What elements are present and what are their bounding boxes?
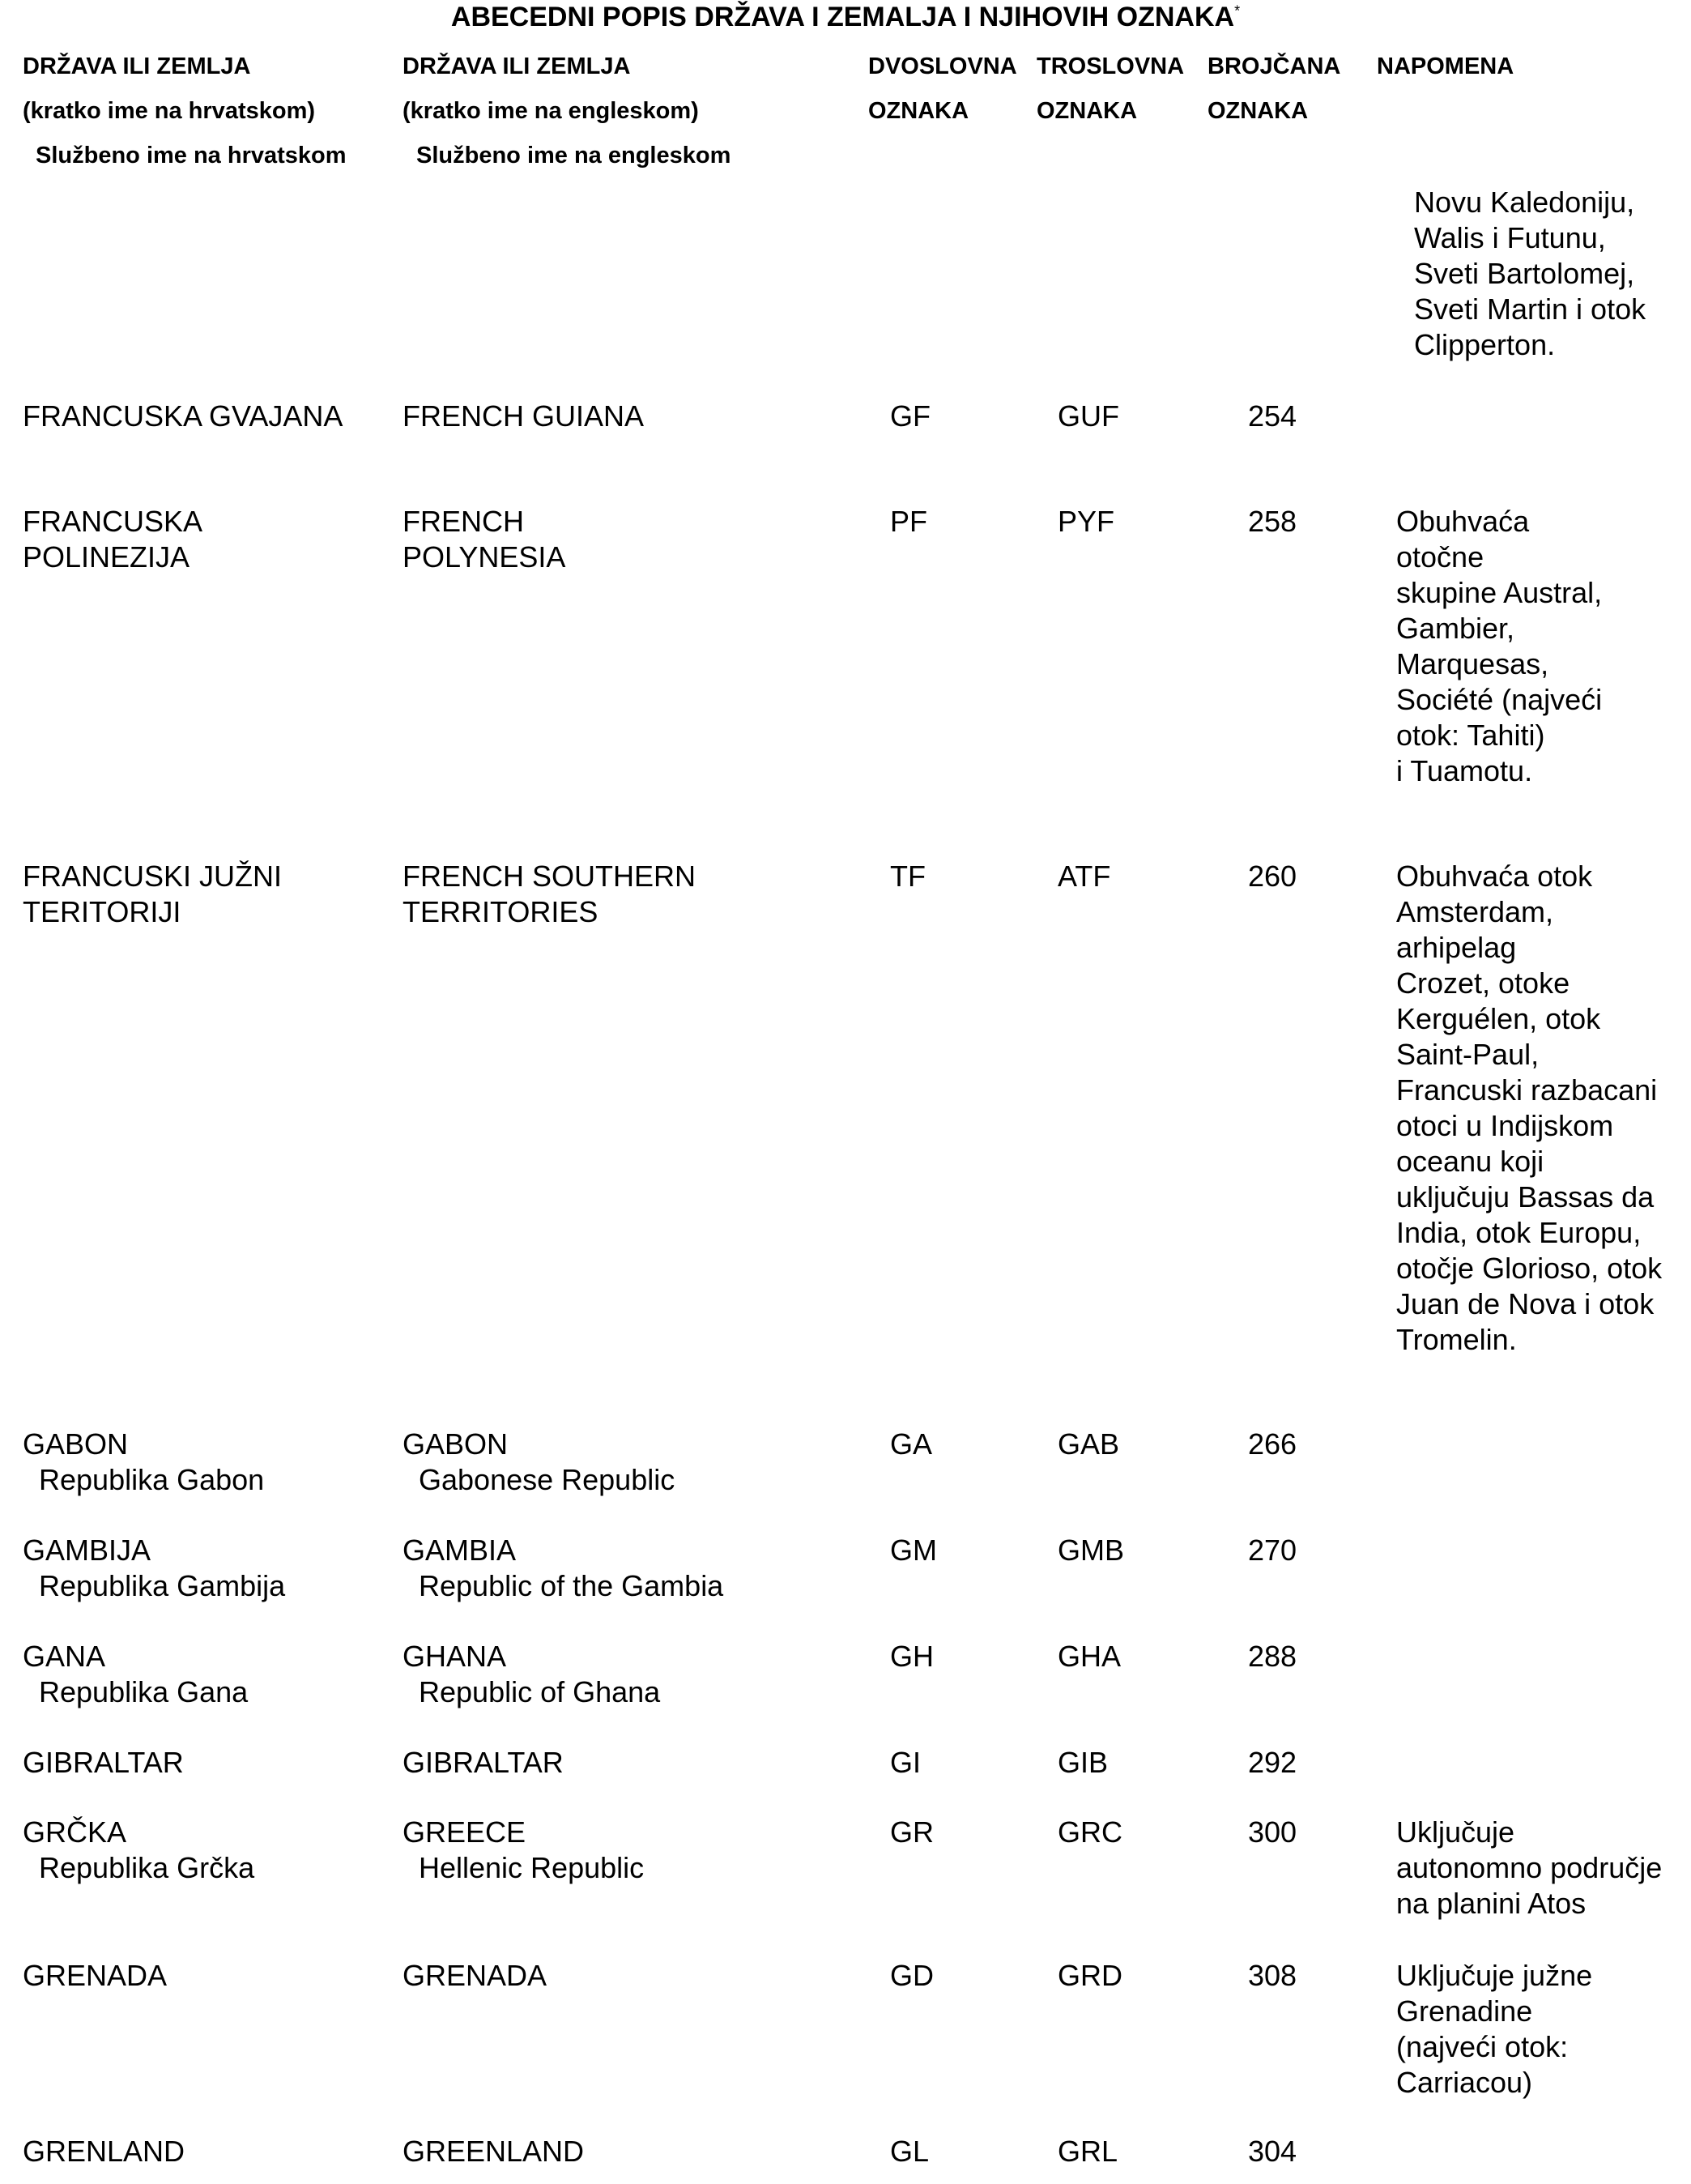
short-name-hr: GANA bbox=[23, 1640, 106, 1673]
title-text: ABECEDNI POPIS DRŽAVA I ZEMALJA I NJIHOVIH OZNAKA bbox=[450, 2, 1235, 32]
alpha2-code: PF bbox=[890, 505, 928, 538]
header-col5-line2: OZNAKA bbox=[1208, 98, 1309, 124]
header-col2-line1: DRŽAVA ILI ZEMLJA bbox=[403, 53, 631, 79]
numeric-code: 292 bbox=[1248, 1746, 1297, 1779]
alpha3-code: GRD bbox=[1058, 1959, 1122, 1992]
note: Uključuje južne Grenadine (najveći otok: Carriacou) bbox=[1396, 1959, 1593, 2099]
numeric-code: 266 bbox=[1248, 1427, 1297, 1461]
note: Uključuje autonomno područje na planini Atos bbox=[1396, 1815, 1663, 1920]
official-name-hr: Republika Grčka bbox=[39, 1851, 255, 1884]
country-name-en bbox=[403, 859, 696, 930]
country-name-en bbox=[403, 504, 565, 575]
country-name-en bbox=[403, 1958, 547, 1994]
country-name-hr bbox=[23, 1533, 285, 1604]
alpha2-code: GL bbox=[890, 2135, 930, 2168]
document-title bbox=[0, 2, 1691, 33]
header-col4-line2: OZNAKA bbox=[1037, 98, 1138, 124]
header-col4-line1: TROSLOVNA bbox=[1037, 53, 1185, 79]
official-name-hr: Republika Gabon bbox=[39, 1463, 265, 1496]
short-name-en: FRENCH POLYNESIA bbox=[403, 505, 566, 574]
country-name-en bbox=[403, 1427, 675, 1498]
header-col1-line3: Službeno ime na hrvatskom bbox=[36, 143, 347, 168]
header-col3-line2: OZNAKA bbox=[868, 98, 969, 124]
numeric-code: 260 bbox=[1248, 860, 1297, 893]
alpha3-code: GHA bbox=[1058, 1640, 1122, 1673]
country-name-hr bbox=[23, 504, 202, 575]
country-name-hr bbox=[23, 859, 282, 930]
header-col2-line3: Službeno ime na engleskom bbox=[416, 143, 731, 168]
numeric-code: 254 bbox=[1248, 399, 1297, 433]
alpha2-code: GD bbox=[890, 1959, 934, 1992]
alpha3-code: GMB bbox=[1058, 1533, 1125, 1567]
alpha2-code: GH bbox=[890, 1640, 934, 1673]
continued-note: Novu Kaledoniju, Walis i Futunu, Sveti Bartolomej, Sveti Martin i otok Clipperton. bbox=[1414, 186, 1646, 361]
numeric-code: 300 bbox=[1248, 1815, 1297, 1849]
alpha3-code: ATF bbox=[1058, 860, 1111, 893]
short-name-en: FRENCH SOUTHERN TERRITORIES bbox=[403, 860, 696, 928]
alpha3-code: GRL bbox=[1058, 2135, 1118, 2168]
country-name-en bbox=[403, 1639, 660, 1710]
short-name-en: GREECE bbox=[403, 1815, 526, 1849]
numeric-code: 270 bbox=[1248, 1533, 1297, 1567]
alpha3-code: GIB bbox=[1058, 1746, 1109, 1779]
short-name-en: GRENADA bbox=[403, 1959, 547, 1992]
alpha2-code: GA bbox=[890, 1427, 933, 1461]
short-name-en: GAMBIA bbox=[403, 1533, 517, 1567]
country-name-hr bbox=[23, 1639, 248, 1710]
header-col5-line1: BROJČANA bbox=[1208, 53, 1341, 79]
country-name-en bbox=[403, 1745, 564, 1781]
country-name-hr bbox=[23, 1958, 167, 1994]
alpha3-code: GRC bbox=[1058, 1815, 1122, 1849]
alpha2-code: GM bbox=[890, 1533, 937, 1567]
numeric-code: 308 bbox=[1248, 1959, 1297, 1992]
alpha2-code: TF bbox=[890, 860, 926, 893]
note: Obuhvaća otočne skupine Austral, Gambier, Marquesas, Société (najveći otok: Tahiti) i Tuamotu. bbox=[1396, 505, 1603, 787]
country-name-hr bbox=[23, 1745, 184, 1781]
alpha2-code: GF bbox=[890, 399, 931, 433]
country-name-hr bbox=[23, 2134, 185, 2169]
numeric-code: 304 bbox=[1248, 2135, 1297, 2168]
alpha3-code: GUF bbox=[1058, 399, 1119, 433]
country-name-hr bbox=[23, 399, 343, 434]
short-name-hr: GABON bbox=[23, 1427, 129, 1461]
country-name-en bbox=[403, 1815, 644, 1886]
country-name-en bbox=[403, 2134, 584, 2169]
official-name-en: Republic of Ghana bbox=[419, 1675, 661, 1708]
short-name-en: FRENCH GUIANA bbox=[403, 399, 645, 433]
short-name-en: GREENLAND bbox=[403, 2135, 585, 2168]
country-name-en bbox=[403, 1533, 723, 1604]
footnote-mark: * bbox=[1234, 2, 1241, 19]
short-name-hr: GRČKA bbox=[23, 1815, 127, 1849]
alpha3-code: PYF bbox=[1058, 505, 1115, 538]
short-name-hr: FRANCUSKI JUŽNI TERITORIJI bbox=[23, 860, 283, 928]
official-name-hr: Republika Gana bbox=[39, 1675, 249, 1708]
header-col3-line1: DVOSLOVNA bbox=[868, 53, 1017, 79]
alpha2-code: GR bbox=[890, 1815, 934, 1849]
short-name-en: GHANA bbox=[403, 1640, 507, 1673]
short-name-hr: GIBRALTAR bbox=[23, 1746, 184, 1779]
numeric-code: 258 bbox=[1248, 505, 1297, 538]
alpha2-code: GI bbox=[890, 1746, 922, 1779]
short-name-hr: FRANCUSKA GVAJANA bbox=[23, 399, 343, 433]
official-name-en: Republic of the Gambia bbox=[419, 1569, 724, 1602]
official-name-en: Gabonese Republic bbox=[419, 1463, 675, 1496]
note: Obuhvaća otok Amsterdam, arhipelag Crozet, otoke Kerguélen, otok Saint-Paul, Francuski razbacani otoci u Indijskom oceanu koji uključuju Bassas da India, otok Europu, otočje Glorioso, otok Juan de Nova i otok Tromelin. bbox=[1396, 860, 1663, 1356]
country-name-hr bbox=[23, 1427, 264, 1498]
header-col2-line2: (kratko ime na engleskom) bbox=[403, 98, 699, 124]
country-name-hr bbox=[23, 1815, 254, 1886]
short-name-en: GABON bbox=[403, 1427, 509, 1461]
official-name-hr: Republika Gambija bbox=[39, 1569, 286, 1602]
official-name-en: Hellenic Republic bbox=[419, 1851, 645, 1884]
short-name-hr: FRANCUSKA POLINEZIJA bbox=[23, 505, 203, 574]
short-name-hr: GRENLAND bbox=[23, 2135, 185, 2168]
short-name-en: GIBRALTAR bbox=[403, 1746, 564, 1779]
short-name-hr: GRENADA bbox=[23, 1959, 168, 1992]
numeric-code: 288 bbox=[1248, 1640, 1297, 1673]
alpha3-code: GAB bbox=[1058, 1427, 1120, 1461]
country-name-en bbox=[403, 399, 644, 434]
short-name-hr: GAMBIJA bbox=[23, 1533, 151, 1567]
header-col6: NAPOMENA bbox=[1377, 53, 1514, 79]
header-col1-line1: DRŽAVA ILI ZEMLJA bbox=[23, 53, 251, 79]
header-col1-line2: (kratko ime na hrvatskom) bbox=[23, 98, 316, 124]
